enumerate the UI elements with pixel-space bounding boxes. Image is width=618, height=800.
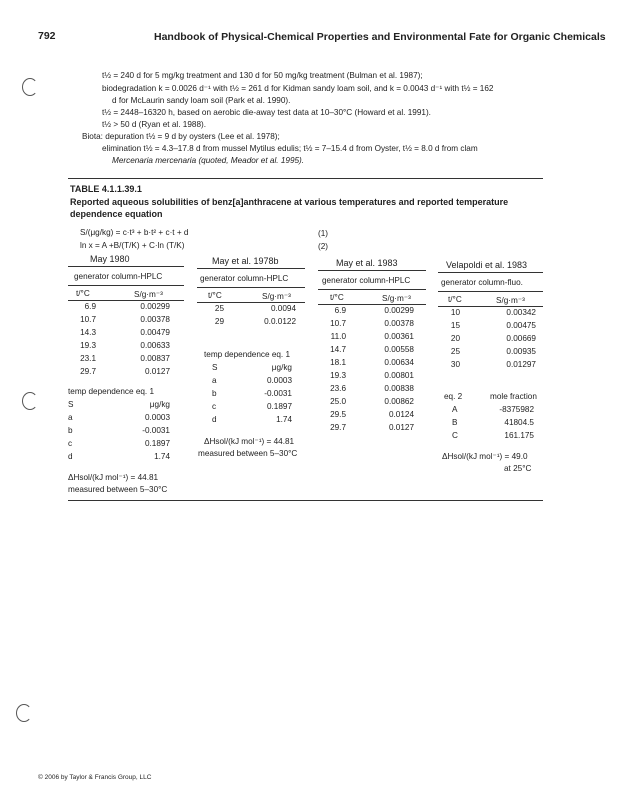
method-rule: [318, 289, 426, 290]
group-rule: [318, 270, 426, 271]
enthalpy-of-solution: ΔHsol/(kJ mol⁻¹) = 49.0: [442, 452, 528, 461]
param-name: S: [212, 363, 218, 372]
table-caption: Reported aqueous solubilities of benz[a]anthracene at various temperatures and reported temperature: [70, 197, 509, 207]
method-rule: [197, 287, 305, 288]
param-name: A: [452, 405, 458, 414]
param-value: -8375982: [499, 405, 534, 414]
table-cell-s: 0.00299: [140, 302, 170, 311]
table-id: TABLE 4.1.1.39.1: [70, 184, 142, 194]
dependence-title: temp dependence eq. 1: [204, 350, 291, 359]
table-cell-s: 0.00342: [506, 308, 536, 317]
param-value: 161.175: [504, 431, 534, 440]
intro-line: t½ > 50 d (Ryan et al. 1988).: [102, 120, 206, 129]
enthalpy-of-solution: ΔHsol/(kJ mol⁻¹) = 44.81: [204, 437, 295, 446]
column-header-s: S/g·m⁻³: [496, 296, 525, 305]
table-cell-t: 23.1: [80, 354, 96, 363]
param-name: d: [68, 452, 73, 461]
copyright-footer: © 2006 by Taylor & Francis Group, LLC: [38, 774, 152, 781]
header-rule: [318, 304, 426, 305]
running-title: Handbook of Physical-Chemical Properties and Environmental Fate for Organic Chemicals: [154, 31, 606, 43]
method-rule: [438, 291, 543, 292]
param-name: C: [452, 431, 458, 440]
table-cell-s: 0.00378: [140, 315, 170, 324]
param-value: 0.1897: [266, 402, 292, 411]
column-header-s: S/g·m⁻³: [382, 294, 411, 303]
table-cell-t: 14.3: [80, 328, 96, 337]
binder-hole-bottom: [16, 704, 32, 722]
equation-2-number: (2): [318, 242, 329, 251]
group-source-may-1980: May 1980: [90, 254, 130, 264]
method-label: generator column-HPLC: [322, 276, 411, 285]
intro-line: elimination t½ = 4.3–17.8 d from mussel Mytilus edulis; t½ = 7–15.4 d from Oyster, t½ = 8.0 d from clam: [102, 144, 478, 153]
intro-line: t½ = 240 d for 5 mg/kg treatment and 130 d for 50 mg/kg treatment (Bulman et al. 1987);: [102, 71, 423, 80]
table-cell-s: 0.00862: [384, 397, 414, 406]
column-header-t: t/°C: [448, 295, 462, 304]
param-value: μg/kg: [271, 363, 292, 372]
table-cell-s: 0.0124: [388, 410, 414, 419]
param-name: c: [68, 439, 73, 448]
param-value: 1.74: [276, 415, 292, 424]
param-value: -0.0031: [142, 426, 170, 435]
table-cell-t: 23.6: [330, 384, 346, 393]
table-caption-cont: dependence equation: [70, 209, 163, 219]
column-header-s: S/g·m⁻³: [262, 292, 291, 301]
param-name: a: [212, 376, 217, 385]
group-rule: [197, 268, 305, 269]
table-cell-t: 6.9: [334, 306, 346, 315]
table-cell-t: 19.3: [80, 341, 96, 350]
param-value: 0.0003: [144, 413, 170, 422]
table-cell-t: 29.7: [330, 423, 346, 432]
binder-hole-top: [22, 78, 38, 96]
measured-range: measured between 5–30°C: [198, 449, 298, 458]
param-value: 1.74: [154, 452, 170, 461]
intro-line: biodegradation k = 0.0026 d⁻¹ with t½ = 261 d for Kidman sandy loam soil, and k = 0.0043 d⁻¹ with t½ = 162: [102, 84, 494, 93]
equation-1-number: (1): [318, 229, 329, 238]
intro-line: t½ = 2448–16320 h, based on aerobic die-away test data at 10–30°C (Howard et al. 1991).: [102, 108, 431, 117]
table-cell-s: 0.00838: [384, 384, 414, 393]
table-cell-t: 18.1: [330, 358, 346, 367]
table-cell-t: 29.7: [80, 367, 96, 376]
param-name: B: [452, 418, 458, 427]
table-cell-t: 20: [450, 334, 460, 343]
table-cell-t: 30: [450, 360, 460, 369]
param-value: 0.1897: [144, 439, 170, 448]
intro-line: d for McLaurin sandy loam soil (Park et al. 1990).: [112, 96, 291, 105]
param-name: b: [212, 389, 217, 398]
equation-1: S/(μg/kg) = c·t³ + b·t² + c·t + d: [80, 228, 189, 237]
header-rule: [197, 302, 305, 303]
table-cell-s: 0.00378: [384, 319, 414, 328]
table-cell-t: 25: [450, 347, 460, 356]
table-cell-s: 0.00479: [140, 328, 170, 337]
table-cell-s: 0.00837: [140, 354, 170, 363]
intro-line: Biota: depuration t½ = 9 d by oysters (Lee et al. 1978);: [82, 132, 280, 141]
method-label: generator column-HPLC: [74, 272, 163, 281]
method-rule: [68, 285, 184, 286]
param-value: -0.0031: [264, 389, 292, 398]
equation-title: eq. 2: [444, 392, 463, 401]
measured-range: measured between 5–30°C: [68, 485, 168, 494]
param-name: d: [212, 415, 217, 424]
table-cell-t: 10.7: [330, 319, 346, 328]
method-label: generator column-HPLC: [200, 274, 289, 283]
param-value: μg/kg: [149, 400, 170, 409]
table-cell-s: 0.0094: [270, 304, 296, 313]
table-cell-t: 15: [450, 321, 460, 330]
group-source-may-1978b: May et al. 1978b: [212, 256, 279, 266]
table-cell-s: 0.00935: [506, 347, 536, 356]
table-cell-t: 10: [450, 308, 460, 317]
table-cell-s: 0.00669: [506, 334, 536, 343]
table-cell-t: 6.9: [84, 302, 96, 311]
table-cell-t: 10.7: [80, 315, 96, 324]
column-header-s: S/g·m⁻³: [134, 290, 163, 299]
table-cell-s: 0.00634: [384, 358, 414, 367]
table-cell-s: 0.00299: [384, 306, 414, 315]
param-value: 41804.5: [504, 418, 534, 427]
param-name: a: [68, 413, 73, 422]
table-cell-s: 0.00801: [384, 371, 414, 380]
page-number: 792: [38, 30, 56, 42]
dependence-title: temp dependence eq. 1: [68, 387, 155, 396]
table-cell-t: 14.7: [330, 345, 346, 354]
param-name: b: [68, 426, 73, 435]
table-cell-t: 25.0: [330, 397, 346, 406]
group-source-velapoldi-1983: Velapoldi et al. 1983: [446, 260, 528, 270]
column-header-t: t/°C: [208, 291, 222, 300]
table-cell-t: 29: [214, 317, 224, 326]
group-source-may-1983: May et al. 1983: [336, 258, 398, 268]
table-cell-t: 19.3: [330, 371, 346, 380]
group-rule: [438, 272, 543, 273]
header-rule: [68, 300, 184, 301]
table-cell-s: 0.0127: [144, 367, 170, 376]
enthalpy-of-solution: ΔHsol/(kJ mol⁻¹) = 44.81: [68, 473, 159, 482]
table-cell-t: 11.0: [330, 332, 346, 341]
method-label: generator column-fluo.: [441, 278, 523, 287]
temperature-note: at 25°C: [504, 464, 532, 473]
table-cell-s: 0.00475: [506, 321, 536, 330]
column-header-t: t/°C: [76, 289, 90, 298]
equation-unit: mole fraction: [490, 392, 537, 401]
table-bottom-rule: [68, 500, 543, 501]
table-cell-s: 0.01297: [506, 360, 536, 369]
table-cell-s: 0.0.0122: [264, 317, 296, 326]
table-cell-s: 0.00558: [384, 345, 414, 354]
equation-2: ln x = A +B/(T/K) + C·ln (T/K): [80, 241, 185, 250]
column-header-t: t/°C: [330, 293, 344, 302]
table-cell-t: 25: [214, 304, 224, 313]
param-name: S: [68, 400, 74, 409]
table-cell-s: 0.00633: [140, 341, 170, 350]
table-cell-s: 0.0127: [388, 423, 414, 432]
table-top-rule: [68, 178, 543, 179]
table-cell-t: 29.5: [330, 410, 346, 419]
intro-line: Mercenaria mercenaria (quoted, Meador et al. 1995).: [112, 156, 305, 165]
param-name: c: [212, 402, 217, 411]
header-rule: [438, 306, 543, 307]
table-cell-s: 0.00361: [384, 332, 414, 341]
binder-hole-middle: [22, 392, 38, 410]
param-value: 0.0003: [266, 376, 292, 385]
group-rule: [68, 266, 184, 267]
